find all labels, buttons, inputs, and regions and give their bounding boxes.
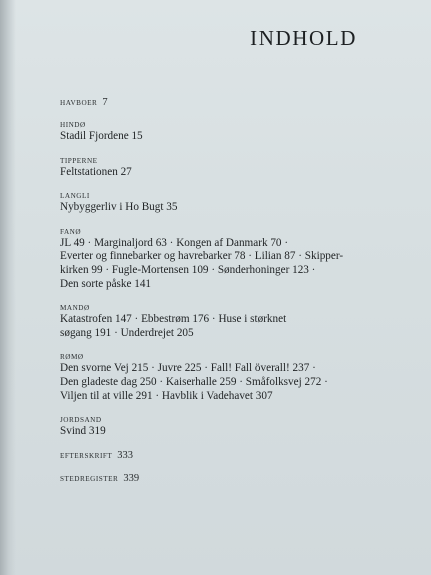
book-spine-shadow (0, 0, 16, 575)
toc-section-mando (60, 303, 390, 340)
toc-entry-line: Nybyggerliv i Ho Bugt 35 (60, 201, 178, 214)
section-heading: STEDREGISTER (60, 474, 119, 483)
toc-entry-line: Feltstationen 27 (60, 165, 132, 178)
section-page-number: 333 (117, 449, 133, 461)
section-heading: EFTERSKRIFT (60, 451, 113, 460)
toc-entry-line: kirken 99 · Fugle-Mortensen 109 · Sønderhoninger 123 · (60, 263, 316, 276)
toc-entry-line: søgang 191 · Underdrejet 205 (60, 326, 194, 339)
section-heading: MANDØ (60, 304, 90, 313)
table-of-contents (60, 98, 390, 496)
section-heading: LANGLI (60, 192, 90, 201)
section-heading: FANØ (60, 227, 82, 236)
section-heading: JORDSAND (60, 416, 102, 425)
toc-section-romo (60, 352, 390, 403)
toc-entry-line: Everter og finnebarker og havrebarker 78 · Lilian 87 · Skipper- (60, 250, 344, 263)
toc-entry-line: Den svorne Vej 215 · Juvre 225 · Fall! Fall överall! 237 · (60, 362, 316, 375)
toc-section-havboer (60, 98, 390, 108)
toc-section-fano (60, 227, 390, 291)
toc-section-jordsand (60, 415, 390, 439)
toc-section-efterskrift (60, 451, 390, 461)
toc-section-hindo (60, 120, 390, 144)
page-title: INDHOLD (250, 26, 357, 50)
toc-entry-line: Den gladeste dag 250 · Kaiserhalle 259 · Småfolksvej 272 · (60, 375, 328, 388)
section-heading: RØMØ (60, 353, 84, 362)
toc-entry-line: Den sorte påske 141 (60, 277, 152, 290)
section-heading: TIPPERNE (60, 156, 98, 165)
toc-entry-line: JL 49 · Marginaljord 63 · Kongen af Danmark 70 · (60, 236, 289, 249)
toc-section-tipperne (60, 156, 390, 180)
section-heading: HINDØ (60, 121, 86, 129)
toc-section-stedregister (60, 474, 390, 484)
toc-section-langli (60, 191, 390, 215)
toc-entry-line: Katastrofen 147 · Ebbestrøm 176 · Huse i størknet (60, 313, 287, 326)
section-heading: HAVBOER (60, 99, 98, 107)
section-page-number: 7 (102, 97, 108, 108)
section-page-number: 339 (123, 472, 140, 484)
toc-entry-line: Svind 319 (60, 425, 106, 438)
toc-entry-line: Viljen til at ville 291 · Havblik i Vadehavet 307 (60, 389, 273, 402)
toc-entry-line: Stadil Fjordene 15 (60, 130, 143, 142)
